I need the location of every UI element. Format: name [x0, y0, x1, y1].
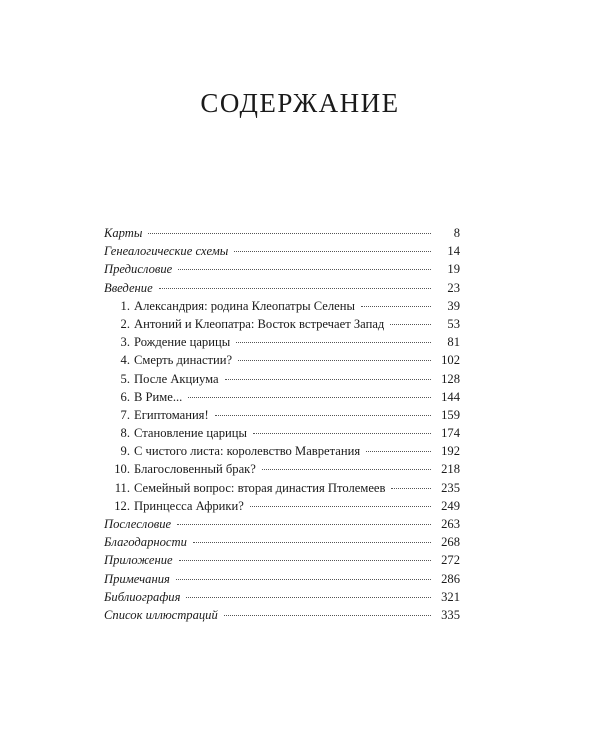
- toc-entry[interactable]: [104, 479, 460, 497]
- toc-entry-title: Примечания: [104, 571, 170, 586]
- dot-leader: [215, 415, 431, 416]
- dot-leader: [177, 524, 431, 525]
- toc-entry[interactable]: [104, 370, 460, 388]
- toc-entry-title: Генеалогические схемы: [104, 244, 229, 259]
- toc-entry-title: С чистого листа: королевство Мавретания: [134, 444, 361, 459]
- toc-entry[interactable]: [104, 588, 460, 606]
- toc-entry-page-number: 263: [441, 517, 460, 531]
- toc-entry-title: Благодарности: [104, 535, 187, 550]
- toc-entry-title: Послесловие: [104, 517, 172, 531]
- toc-entry-page-number: 174: [441, 426, 460, 441]
- toc-entry-page-number: 19: [447, 262, 460, 277]
- toc-entry-title: Библиография: [104, 589, 181, 604]
- dot-leader: [234, 251, 431, 252]
- toc-entry-page-number: 286: [441, 571, 460, 586]
- toc-entry-page-number: 192: [441, 444, 460, 459]
- dot-leader: [391, 488, 431, 489]
- toc-entry-page-number: 249: [441, 498, 460, 513]
- toc-entry-page-number: 321: [441, 589, 460, 604]
- toc-entry-title: Введение: [104, 280, 153, 295]
- toc-entry-title: В Риме...: [134, 389, 183, 404]
- toc-entry[interactable]: [104, 297, 460, 315]
- toc-entry-number: 7.: [120, 407, 130, 422]
- toc-entry-title: Приложение: [104, 553, 173, 568]
- toc-entry-title: После Акциума: [134, 371, 219, 386]
- toc-entry-title: Благословенный брак?: [134, 462, 256, 477]
- toc-entry[interactable]: [104, 315, 460, 333]
- toc-entry[interactable]: [104, 388, 460, 406]
- toc-entry-title: Антоний и Клеопатра: Восток встречает Запад: [134, 316, 385, 331]
- toc-entry[interactable]: [104, 242, 460, 260]
- toc-entry[interactable]: [104, 460, 460, 478]
- dot-leader: [238, 360, 431, 361]
- dot-leader: [250, 506, 431, 507]
- toc-entry-title: Список иллюстраций: [104, 607, 218, 622]
- toc-entry[interactable]: [104, 533, 460, 551]
- dot-leader: [225, 379, 431, 380]
- toc-entry-number: 8.: [120, 426, 130, 441]
- dot-leader: [236, 342, 431, 343]
- toc-entry[interactable]: [104, 333, 460, 351]
- toc-entry-page-number: 218: [441, 462, 460, 477]
- toc-entry-page-number: 102: [441, 353, 460, 368]
- dot-leader: [193, 542, 431, 543]
- toc-entry-page-number: 81: [447, 335, 460, 350]
- dot-leader: [262, 469, 431, 470]
- toc-entry[interactable]: [104, 260, 460, 278]
- toc-entry-page-number: 159: [441, 407, 460, 422]
- toc-entry[interactable]: [104, 551, 460, 569]
- toc-entry-page-number: 8: [453, 226, 460, 240]
- toc-entry[interactable]: [104, 224, 460, 242]
- dot-leader: [179, 560, 431, 561]
- toc-entry[interactable]: [104, 351, 460, 369]
- toc-entry-number: 10.: [114, 462, 130, 477]
- dot-leader: [224, 615, 431, 616]
- dot-leader: [178, 269, 431, 270]
- toc-entry[interactable]: [104, 424, 460, 442]
- toc-entry[interactable]: [104, 406, 460, 424]
- toc-entry-page-number: 23: [447, 280, 460, 295]
- toc-entry-title: Семейный вопрос: вторая династия Птолемеев: [134, 480, 386, 495]
- toc-entry-number: 3.: [120, 335, 130, 350]
- toc-entry-page-number: 144: [441, 389, 460, 404]
- toc-entry[interactable]: [104, 442, 460, 460]
- toc-entry-number: 12.: [114, 498, 130, 513]
- dot-leader: [253, 433, 431, 434]
- dot-leader: [176, 579, 431, 580]
- toc-entry-page-number: 53: [447, 316, 460, 331]
- toc-entry-number: 2.: [120, 316, 130, 331]
- dot-leader: [361, 306, 431, 307]
- toc-entry-page-number: 39: [447, 298, 460, 313]
- page-title: СОДЕРЖАНИЕ: [200, 88, 400, 118]
- toc-entry-page-number: 268: [441, 535, 460, 550]
- toc-entry-number: 6.: [120, 389, 130, 404]
- dot-leader: [186, 597, 431, 598]
- toc-entry-number: 11.: [114, 480, 130, 495]
- toc-entry-title: Александрия: родина Клеопатры Селены: [134, 298, 355, 313]
- toc-entry[interactable]: [104, 279, 460, 297]
- toc-entry-page-number: 272: [441, 553, 460, 568]
- dot-leader: [188, 397, 431, 398]
- toc-entry-title: Египтомания!: [134, 407, 209, 422]
- toc-entry-title: Рождение царицы: [134, 335, 231, 350]
- toc-entry-number: 1.: [120, 298, 130, 313]
- toc-entry[interactable]: [104, 515, 460, 533]
- toc-entry-title: Становление царицы: [134, 426, 247, 441]
- dot-leader: [390, 324, 431, 325]
- table-of-contents: [104, 224, 460, 624]
- toc-entry-title: Принцесса Африки?: [134, 498, 244, 513]
- toc-entry-page-number: 235: [441, 480, 460, 495]
- toc-entry-number: 5.: [120, 371, 130, 386]
- toc-entry[interactable]: [104, 497, 460, 515]
- toc-entry-page-number: 128: [441, 371, 460, 386]
- toc-entry-number: 4.: [120, 353, 130, 368]
- toc-entry-page-number: 14: [447, 244, 460, 259]
- toc-entry-title: Предисловие: [104, 262, 173, 277]
- toc-entry-title: Карты: [104, 226, 143, 240]
- toc-entry-number: 9.: [120, 444, 130, 459]
- dot-leader: [148, 233, 431, 234]
- toc-entry-page-number: 335: [441, 607, 460, 622]
- dot-leader: [366, 451, 431, 452]
- toc-entry[interactable]: [104, 606, 460, 624]
- dot-leader: [159, 288, 431, 289]
- toc-entry[interactable]: [104, 570, 460, 588]
- toc-entry-title: Смерть династии?: [134, 353, 233, 368]
